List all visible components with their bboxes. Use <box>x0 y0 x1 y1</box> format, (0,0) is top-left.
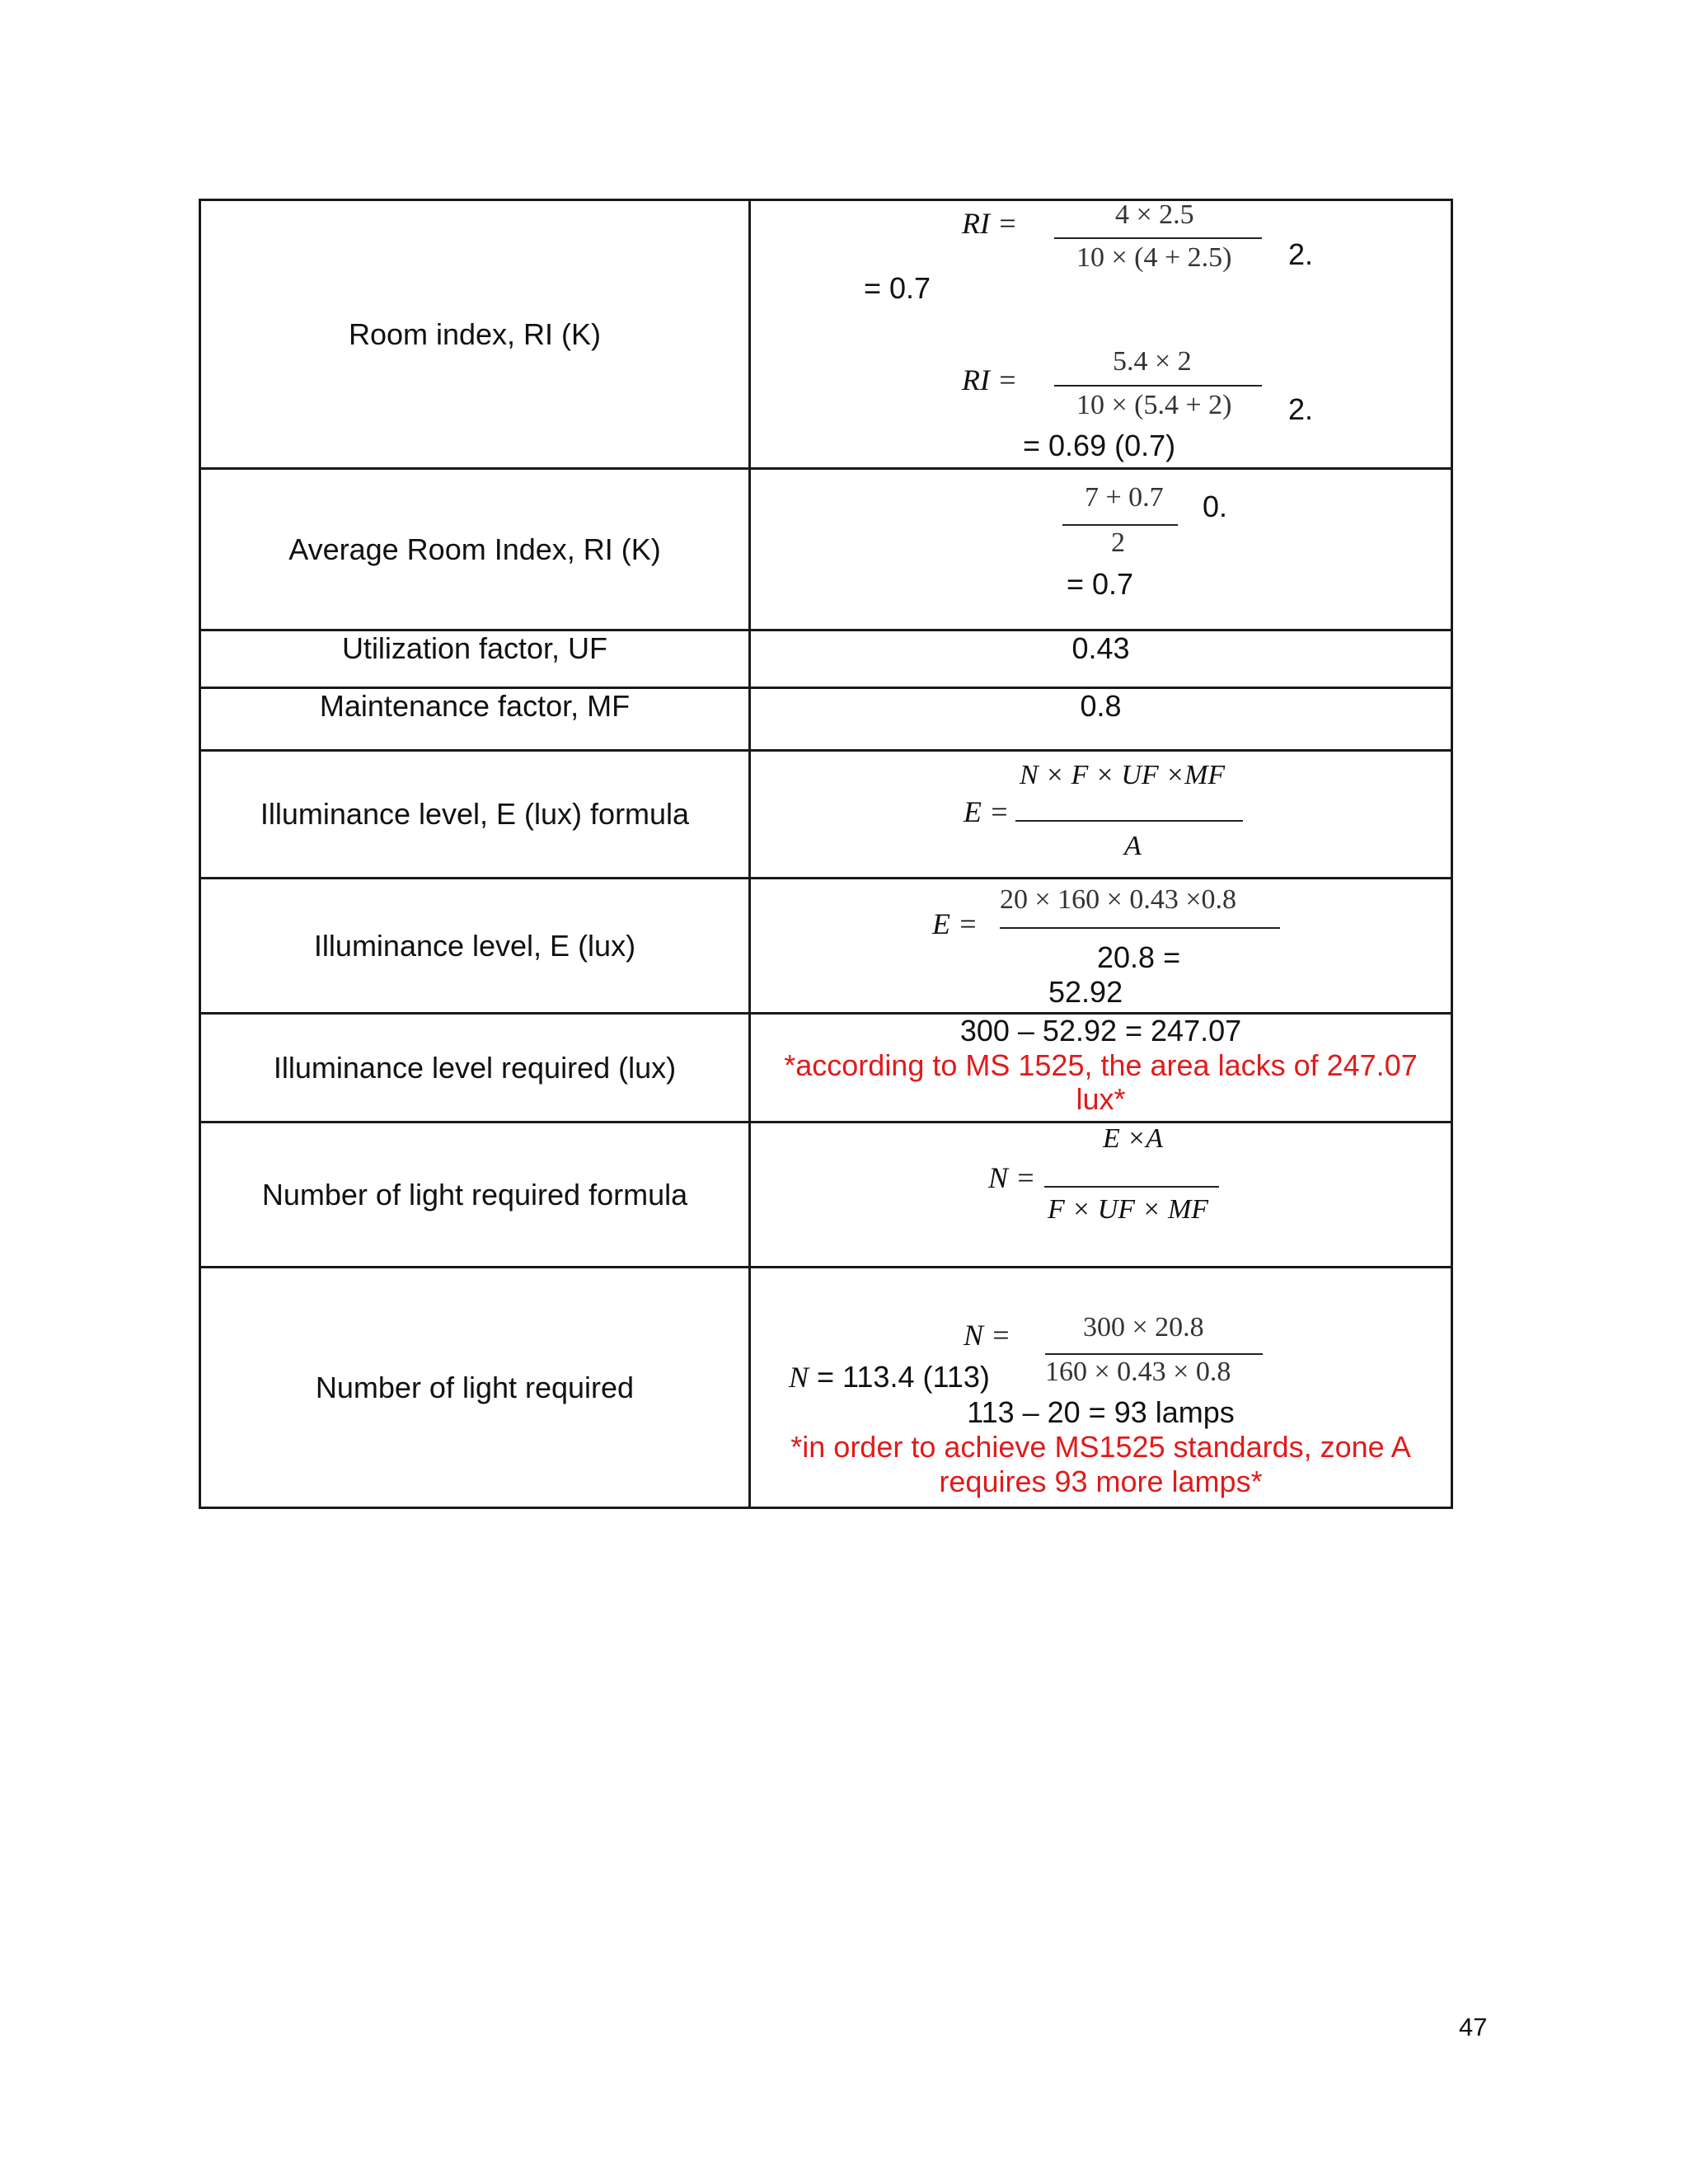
row-label: Illuminance level required (lux) <box>200 1014 750 1122</box>
n-formula-numerator: E ×A <box>1103 1123 1163 1154</box>
row-value <box>750 751 1452 879</box>
lamps-note-line1: *in order to achieve MS1525 standards, zone A <box>790 1430 1411 1464</box>
ri1-denominator: 10 × (4 + 2.5) <box>1076 242 1232 273</box>
n-numerator: 300 × 20.8 <box>1083 1312 1204 1343</box>
row-value <box>750 688 1452 751</box>
e-formula-prefix: E = <box>964 795 1010 828</box>
fraction-bar <box>1054 237 1262 239</box>
n-result-var: N <box>789 1361 809 1394</box>
n-result <box>789 1360 990 1394</box>
ri1-numerator: 4 × 2.5 <box>1115 199 1194 230</box>
fraction-bar <box>1045 1353 1263 1355</box>
ri2-result: = 0.69 (0.7) <box>1023 429 1176 462</box>
table-row <box>200 879 1452 1014</box>
avg-tail: 0. <box>1203 490 1228 523</box>
n-formula-prefix: N = <box>988 1161 1036 1194</box>
fraction-bar <box>1062 524 1178 526</box>
table-row <box>200 1122 1452 1268</box>
e-numerator: 20 × 160 × 0.43 ×0.8 <box>1000 884 1237 915</box>
row-label: Number of light required <box>200 1268 750 1508</box>
avg-result: = 0.7 <box>1067 567 1134 601</box>
avg-denominator: 2 <box>1111 527 1125 558</box>
ri1-prefix: RI = <box>962 207 1018 240</box>
row-value <box>750 1268 1452 1508</box>
mf-value: 0.8 <box>1080 689 1122 723</box>
n-formula-denominator: F × UF × MF <box>1048 1194 1209 1225</box>
ri2-numerator: 5.4 × 2 <box>1113 346 1192 377</box>
row-value <box>750 469 1452 630</box>
fraction-bar <box>1054 385 1262 387</box>
lighting-calculation-table <box>199 199 1453 1509</box>
row-value <box>750 630 1452 688</box>
row-label: Illuminance level, E (lux) formula <box>200 751 750 879</box>
row-value <box>750 200 1452 469</box>
ri2-prefix: RI = <box>962 363 1018 396</box>
row-value <box>750 879 1452 1014</box>
row-label-text: Maintenance factor, MF <box>319 689 631 723</box>
e-result: 52.92 <box>1048 975 1123 1009</box>
e-prefix: E = <box>932 907 978 940</box>
ri1-result: = 0.7 <box>864 271 931 305</box>
table-row <box>200 1014 1452 1122</box>
ri2-tail: 2. <box>1288 392 1314 426</box>
n-prefix: N = <box>964 1319 1011 1352</box>
avg-numerator: 7 + 0.7 <box>1085 482 1164 513</box>
required-note-line2: lux* <box>1076 1082 1126 1116</box>
table-row <box>200 200 1452 469</box>
required-calc: 300 – 52.92 = 247.07 <box>959 1014 1242 1047</box>
ri2-denominator: 10 × (5.4 + 2) <box>1076 390 1232 420</box>
row-value <box>750 1014 1452 1122</box>
row-label-text: Utilization factor, UF <box>341 631 608 665</box>
row-label <box>200 688 750 751</box>
row-label <box>200 630 750 688</box>
page-number: 47 <box>1459 2013 1488 2041</box>
n-denominator: 160 × 0.43 × 0.8 <box>1045 1357 1231 1387</box>
table-row <box>200 751 1452 879</box>
row-label: Room index, RI (K) <box>200 200 750 469</box>
uf-value: 0.43 <box>1071 631 1130 665</box>
e-formula-numerator: N × F × UF ×MF <box>1020 760 1226 790</box>
table-row <box>200 688 1452 751</box>
table-row <box>200 1268 1452 1508</box>
required-note-line1: *according to MS 1525, the area lacks of 247.07 <box>784 1048 1418 1082</box>
table-row <box>200 469 1452 630</box>
lamps-note-line2: requires 93 more lamps* <box>939 1465 1263 1498</box>
e-formula-denominator: A <box>1124 831 1142 861</box>
row-label: Illuminance level, E (lux) <box>200 879 750 1014</box>
table-row <box>200 630 1452 688</box>
e-denominator: 20.8 = <box>1097 940 1181 974</box>
ri1-tail: 2. <box>1288 237 1314 271</box>
lamps-calc: 113 – 20 = 93 lamps <box>967 1395 1235 1429</box>
n-result-value: = 113.4 (113) <box>817 1360 990 1394</box>
fraction-bar <box>1044 1186 1219 1188</box>
row-value <box>750 1122 1452 1268</box>
fraction-bar <box>1000 927 1280 929</box>
row-label: Number of light required formula <box>200 1122 750 1268</box>
fraction-bar <box>1015 820 1243 822</box>
row-label: Average Room Index, RI (K) <box>200 469 750 630</box>
